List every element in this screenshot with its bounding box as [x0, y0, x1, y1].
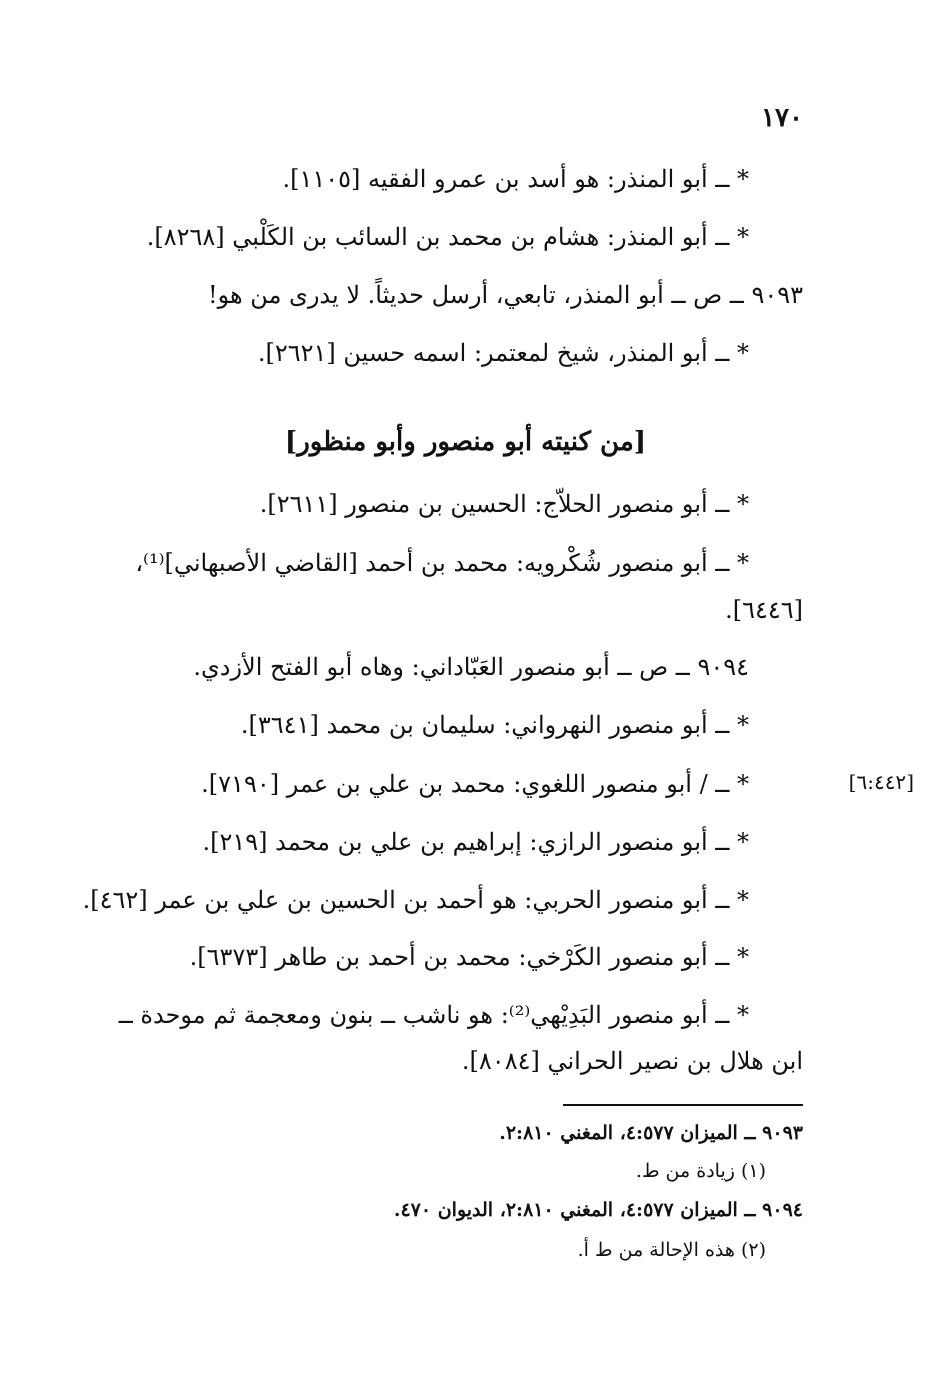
entry-line: * ــ أبو منصور شُكْرويه: محمد بن أحمد [القاضي الأصبهاني]⁽¹⁾،	[135, 549, 749, 577]
footnote-divider	[563, 1104, 803, 1106]
entry-line: * ــ أبو منصور الحلاّج: الحسين بن منصور [٢٦١١].	[259, 490, 749, 518]
margin-reference: [٦:٤٤٢]	[848, 770, 914, 794]
footnote: (٢) هذه الإحالة من ط أ.	[577, 1239, 766, 1261]
section-heading: [من كنيته أبو منصور وأبو منظور]	[284, 427, 647, 457]
entry-line: ٩٠٩٤ ــ ص ــ أبو منصور العَبّاداني: وهاه أبو الفتح الأزدي.	[193, 653, 749, 681]
entry-line: * ــ أبو منصور الحربي: هو أحمد بن الحسين بن علي بن عمر [٤٦٢].	[82, 886, 749, 914]
entry-line: * ــ / أبو منصور اللغوي: محمد بن علي بن عمر [٧١٩٠].	[201, 770, 749, 798]
entry-line: * ــ أبو منصور النهرواني: سليمان بن محمد [٣٦٤١].	[240, 711, 749, 739]
footnote: ٩٠٩٣ ــ الميزان ٤:٥٧٧، المغني ٢:٨١٠.	[499, 1122, 803, 1144]
entry-line: * ــ أبو منصور البَدِيْهي⁽²⁾: هو ناشب ــ بنون ومعجمة ثم موحدة ــ	[118, 1001, 749, 1029]
entry-line: ابن هلال بن نصير الحراني [٨٠٨٤].	[461, 1047, 803, 1075]
entry-line: * ــ أبو المنذر، شيخ لمعتمر: اسمه حسين [٢٦٢١].	[257, 339, 749, 367]
footnote: (١) زيادة من ط.	[635, 1160, 766, 1182]
page-number: ١٧٠	[761, 103, 803, 133]
entry-line: [٦٤٤٦].	[725, 596, 803, 624]
entry-line: * ــ أبو المنذر: هشام بن محمد بن السائب بن الكَلْبي [٨٢٦٨].	[146, 223, 749, 251]
footnote: ٩٠٩٤ ــ الميزان ٤:٥٧٧، المغني ٢:٨١٠، الديوان ٤٧٠.	[393, 1199, 803, 1221]
entry-line: ٩٠٩٣ ــ ص ــ أبو المنذر، تابعي، أرسل حديثاً. لا يدرى من هو!	[207, 281, 803, 309]
entry-line: * ــ أبو منصور الرازي: إبراهيم بن علي بن محمد [٢١٩].	[202, 828, 749, 856]
entry-line: * ــ أبو المنذر: هو أسد بن عمرو الفقيه [١١٠٥].	[282, 165, 749, 193]
entry-line: * ــ أبو منصور الكَرْخي: محمد بن أحمد بن طاهر [٦٣٧٣].	[189, 943, 749, 971]
